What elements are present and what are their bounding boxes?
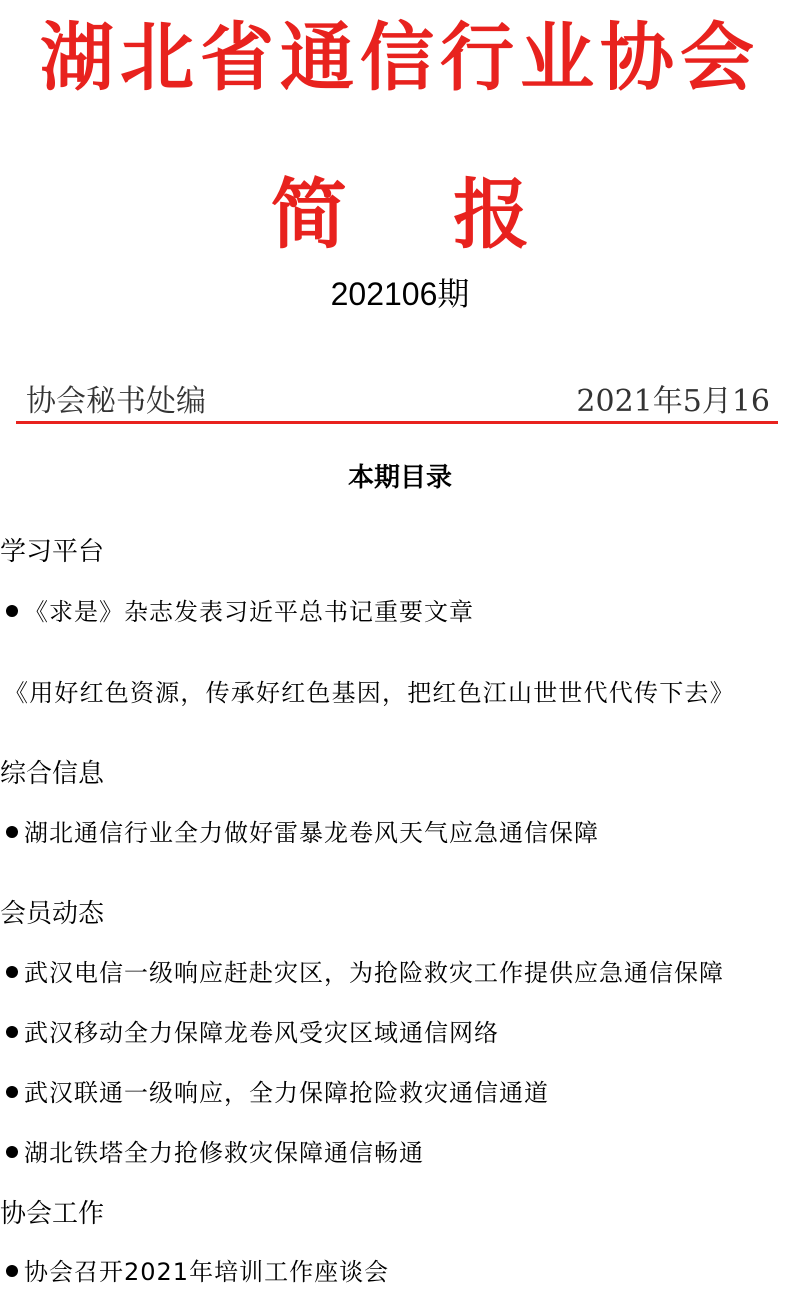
toc-item[interactable]: [6, 1255, 389, 1289]
issue-number: 202106期: [330, 276, 470, 312]
toc-title: 本期目录: [347, 463, 452, 493]
bullet-icon: [6, 1146, 18, 1158]
bullet-icon: [6, 1265, 18, 1277]
toc-item[interactable]: [6, 1136, 424, 1170]
toc-item[interactable]: [6, 1076, 549, 1110]
bullet-icon: [6, 605, 18, 617]
toc-item-label: 湖北通信行业全力做好雷暴龙卷风天气应急通信保障: [24, 819, 599, 847]
toc-item-label: 武汉电信一级响应赶赴灾区，为抢险救灾工作提供应急通信保障: [24, 959, 724, 987]
toc-item[interactable]: [6, 816, 599, 850]
toc-item-label: 《求是》杂志发表习近平总书记重要文章: [24, 598, 474, 626]
toc-item[interactable]: [6, 1016, 499, 1050]
toc-item-label: 《用好红色资源，传承好红色基因，把红色江山世世代代传下去》: [4, 679, 735, 707]
toc-item-label: 武汉移动全力保障龙卷风受灾区域通信网络: [24, 1019, 499, 1047]
bullet-icon: [6, 966, 18, 978]
section-heading-general: 综合信息: [0, 759, 105, 789]
red-divider: [16, 421, 778, 424]
toc-item-label: 武汉联通一级响应，全力保障抢险救灾通信通道: [24, 1079, 549, 1107]
bullet-icon: [6, 1086, 18, 1098]
toc-item-label: 湖北铁塔全力抢修救灾保障通信畅通: [24, 1139, 424, 1167]
section-heading-members: 会员动态: [0, 899, 105, 929]
org-masthead: 湖北省通信行业协会: [40, 15, 760, 101]
section-heading-study: 学习平台: [0, 537, 105, 567]
toc-item[interactable]: [4, 676, 735, 710]
bullet-icon: [6, 826, 18, 838]
bullet-icon: [6, 1026, 18, 1038]
publication-date: 2021年5月16: [576, 384, 770, 419]
editor-credit: 协会秘书处编: [26, 384, 206, 419]
section-heading-association: 协会工作: [0, 1199, 105, 1229]
toc-item[interactable]: [6, 595, 474, 629]
toc-item-label: 协会召开2021年培训工作座谈会: [24, 1258, 390, 1286]
toc-item[interactable]: [6, 956, 724, 990]
publication-title: 简 报: [270, 170, 570, 259]
